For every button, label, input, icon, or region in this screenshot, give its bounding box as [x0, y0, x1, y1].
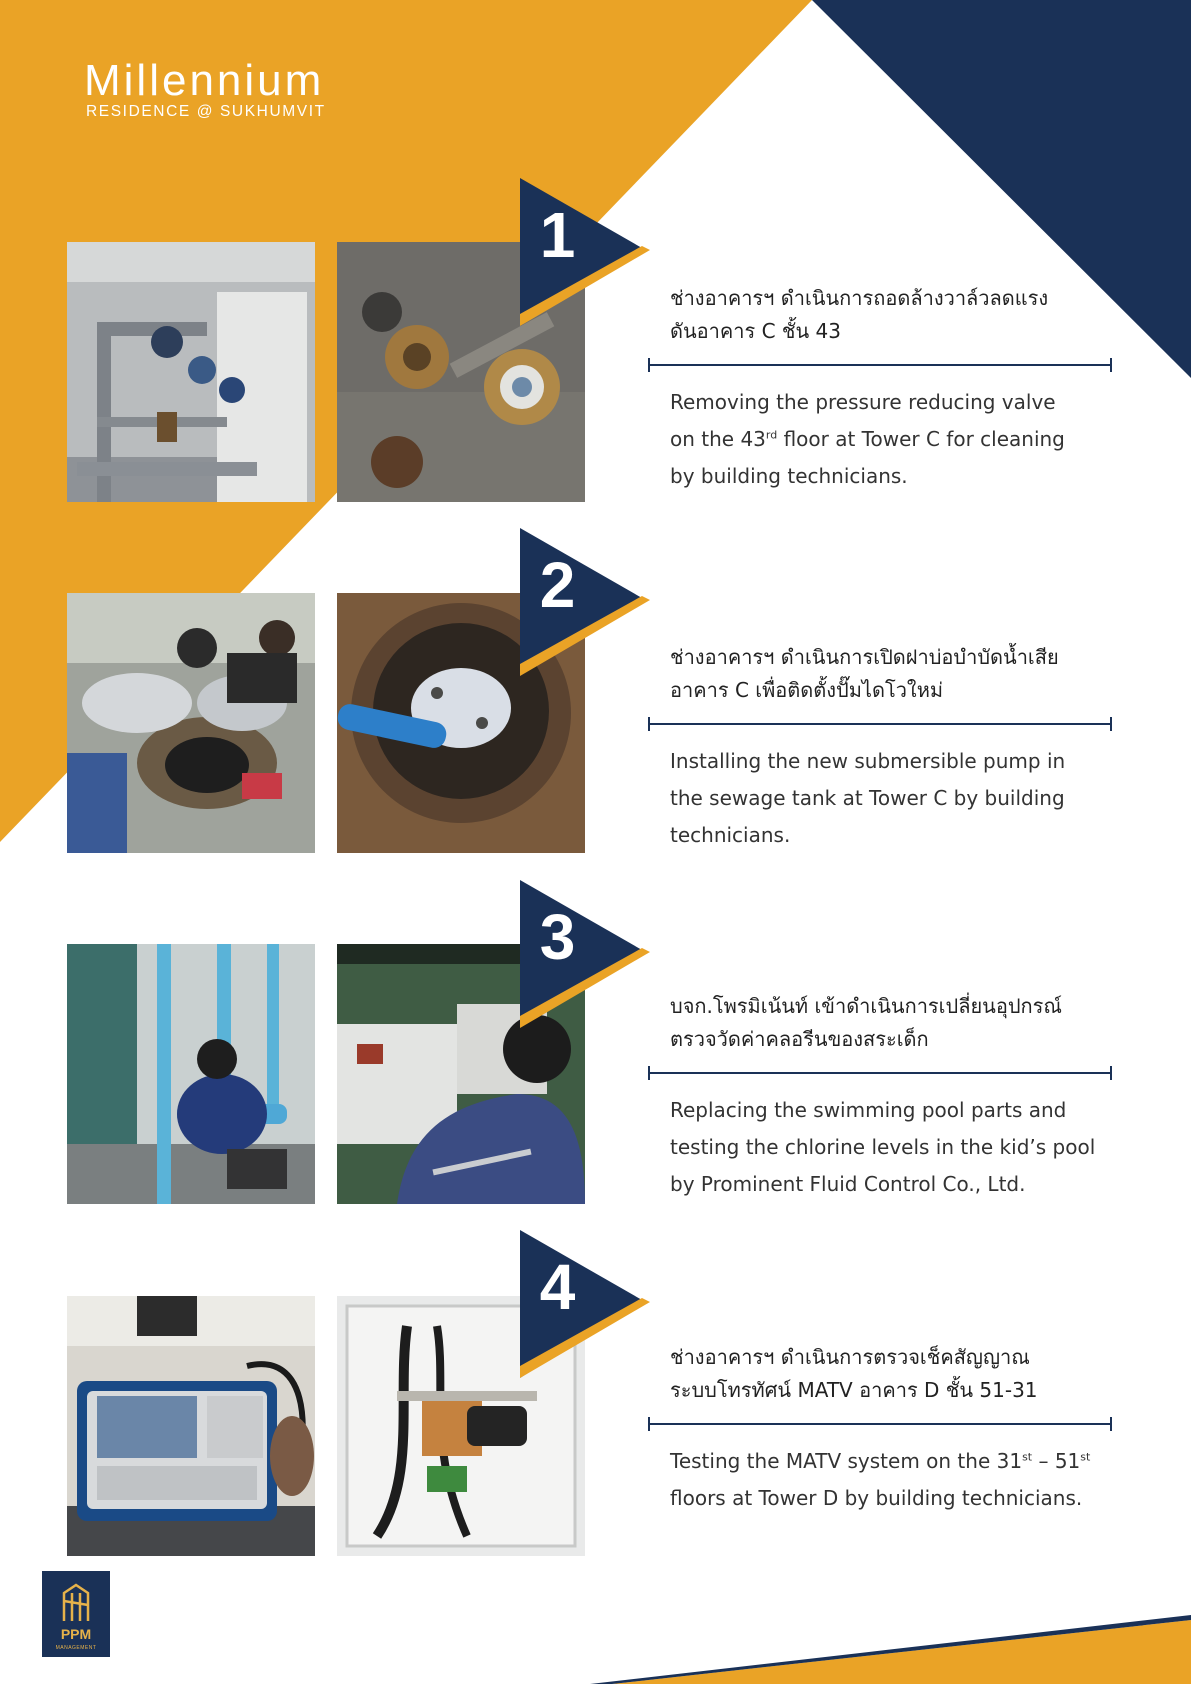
logo-subtitle: RESIDENCE @ SUKHUMVIT [86, 103, 326, 120]
item-1-english-line-1: Removing the pressure reducing valve [670, 390, 1056, 414]
ppm-brand-text: PPM [60, 1626, 92, 1642]
item-2-text [648, 641, 1118, 854]
item-3-number: 3 [539, 901, 576, 973]
item-1-divider [648, 358, 1118, 372]
item-3-english-line-2: testing the chlorine levels in the kid’s pool [670, 1135, 1096, 1159]
item-1-number-badge [520, 178, 650, 328]
item-2-english-line-2: the sewage tank at Tower C by building [670, 786, 1065, 810]
item-3-english-line-1: Replacing the swimming pool parts and [670, 1098, 1067, 1122]
item-2-thai-line-2: อาคาร C เพื่อติดตั้งปั๊มไดโวใหม่ [670, 678, 944, 702]
item-2-divider [648, 717, 1118, 731]
item-4-number-badge [520, 1230, 650, 1380]
item-4-english-line-1: Testing the MATV system on the 31st – 51st [670, 1449, 1091, 1473]
item-4-thai-line-2: ระบบโทรทัศน์ MATV อาคาร D ชั้น 51-31 [670, 1378, 1038, 1402]
item-3-number-badge [520, 880, 650, 1030]
item-4-thai-line-1: ช่างอาคารฯ ดำเนินการตรวจเช็คสัญญาณ [670, 1345, 1030, 1369]
item-2-thai-line-1: ช่างอาคารฯ ดำเนินการเปิดฝาบ่อบำบัดน้ำเสีย [670, 645, 1059, 669]
item-2-number-badge [520, 528, 650, 678]
millennium-logo [84, 58, 326, 120]
item-2-number: 2 [539, 549, 576, 621]
ppm-sub-text: MANAGEMENT [55, 1645, 97, 1651]
item-3-english-line-3: by Prominent Fluid Control Co., Ltd. [670, 1172, 1026, 1196]
item-4-divider [648, 1417, 1118, 1431]
item-1-number: 1 [539, 199, 576, 271]
item-1-thai-line-1: ช่างอาคารฯ ดำเนินการถอดล้างวาล์วลดแรง [670, 286, 1049, 310]
item-4-number: 4 [539, 1251, 576, 1323]
pool-pump-room-photo [67, 944, 315, 1204]
pipes-and-valves-photo [67, 242, 315, 502]
item-4-text [648, 1341, 1118, 1517]
item-3-text [648, 990, 1118, 1203]
item-1-thai-line-2: ดันอาคาร C ชั้น 43 [670, 319, 841, 343]
item-1-english-line-3: by building technicians. [670, 464, 908, 488]
signal-meter-photo [67, 1296, 315, 1556]
item-3-thai-line-1: บจก.โพรมิเน้นท์ เข้าดำเนินการเปลี่ยนอุปกรณ์ [670, 994, 1062, 1018]
item-3-divider [648, 1066, 1118, 1080]
logo-title: Millennium [84, 56, 325, 105]
item-2-english-line-1: Installing the new submersible pump in [670, 749, 1066, 773]
item-3-thai-line-2: ตรวจวัดค่าคลอรีนของสระเด็ก [670, 1027, 929, 1051]
item-4-english-line-2: floors at Tower D by building technicians. [670, 1486, 1083, 1510]
ppm-logo [42, 1571, 110, 1657]
footer-orange-band [0, 1620, 1191, 1684]
item-1-english-line-2: on the 43rd floor at Tower C for cleaning [670, 427, 1065, 451]
item-2-english-line-3: technicians. [670, 823, 791, 847]
item-1-text [648, 282, 1118, 495]
technicians-at-manhole-photo [67, 593, 315, 853]
ppm-building-icon [42, 1571, 110, 1657]
